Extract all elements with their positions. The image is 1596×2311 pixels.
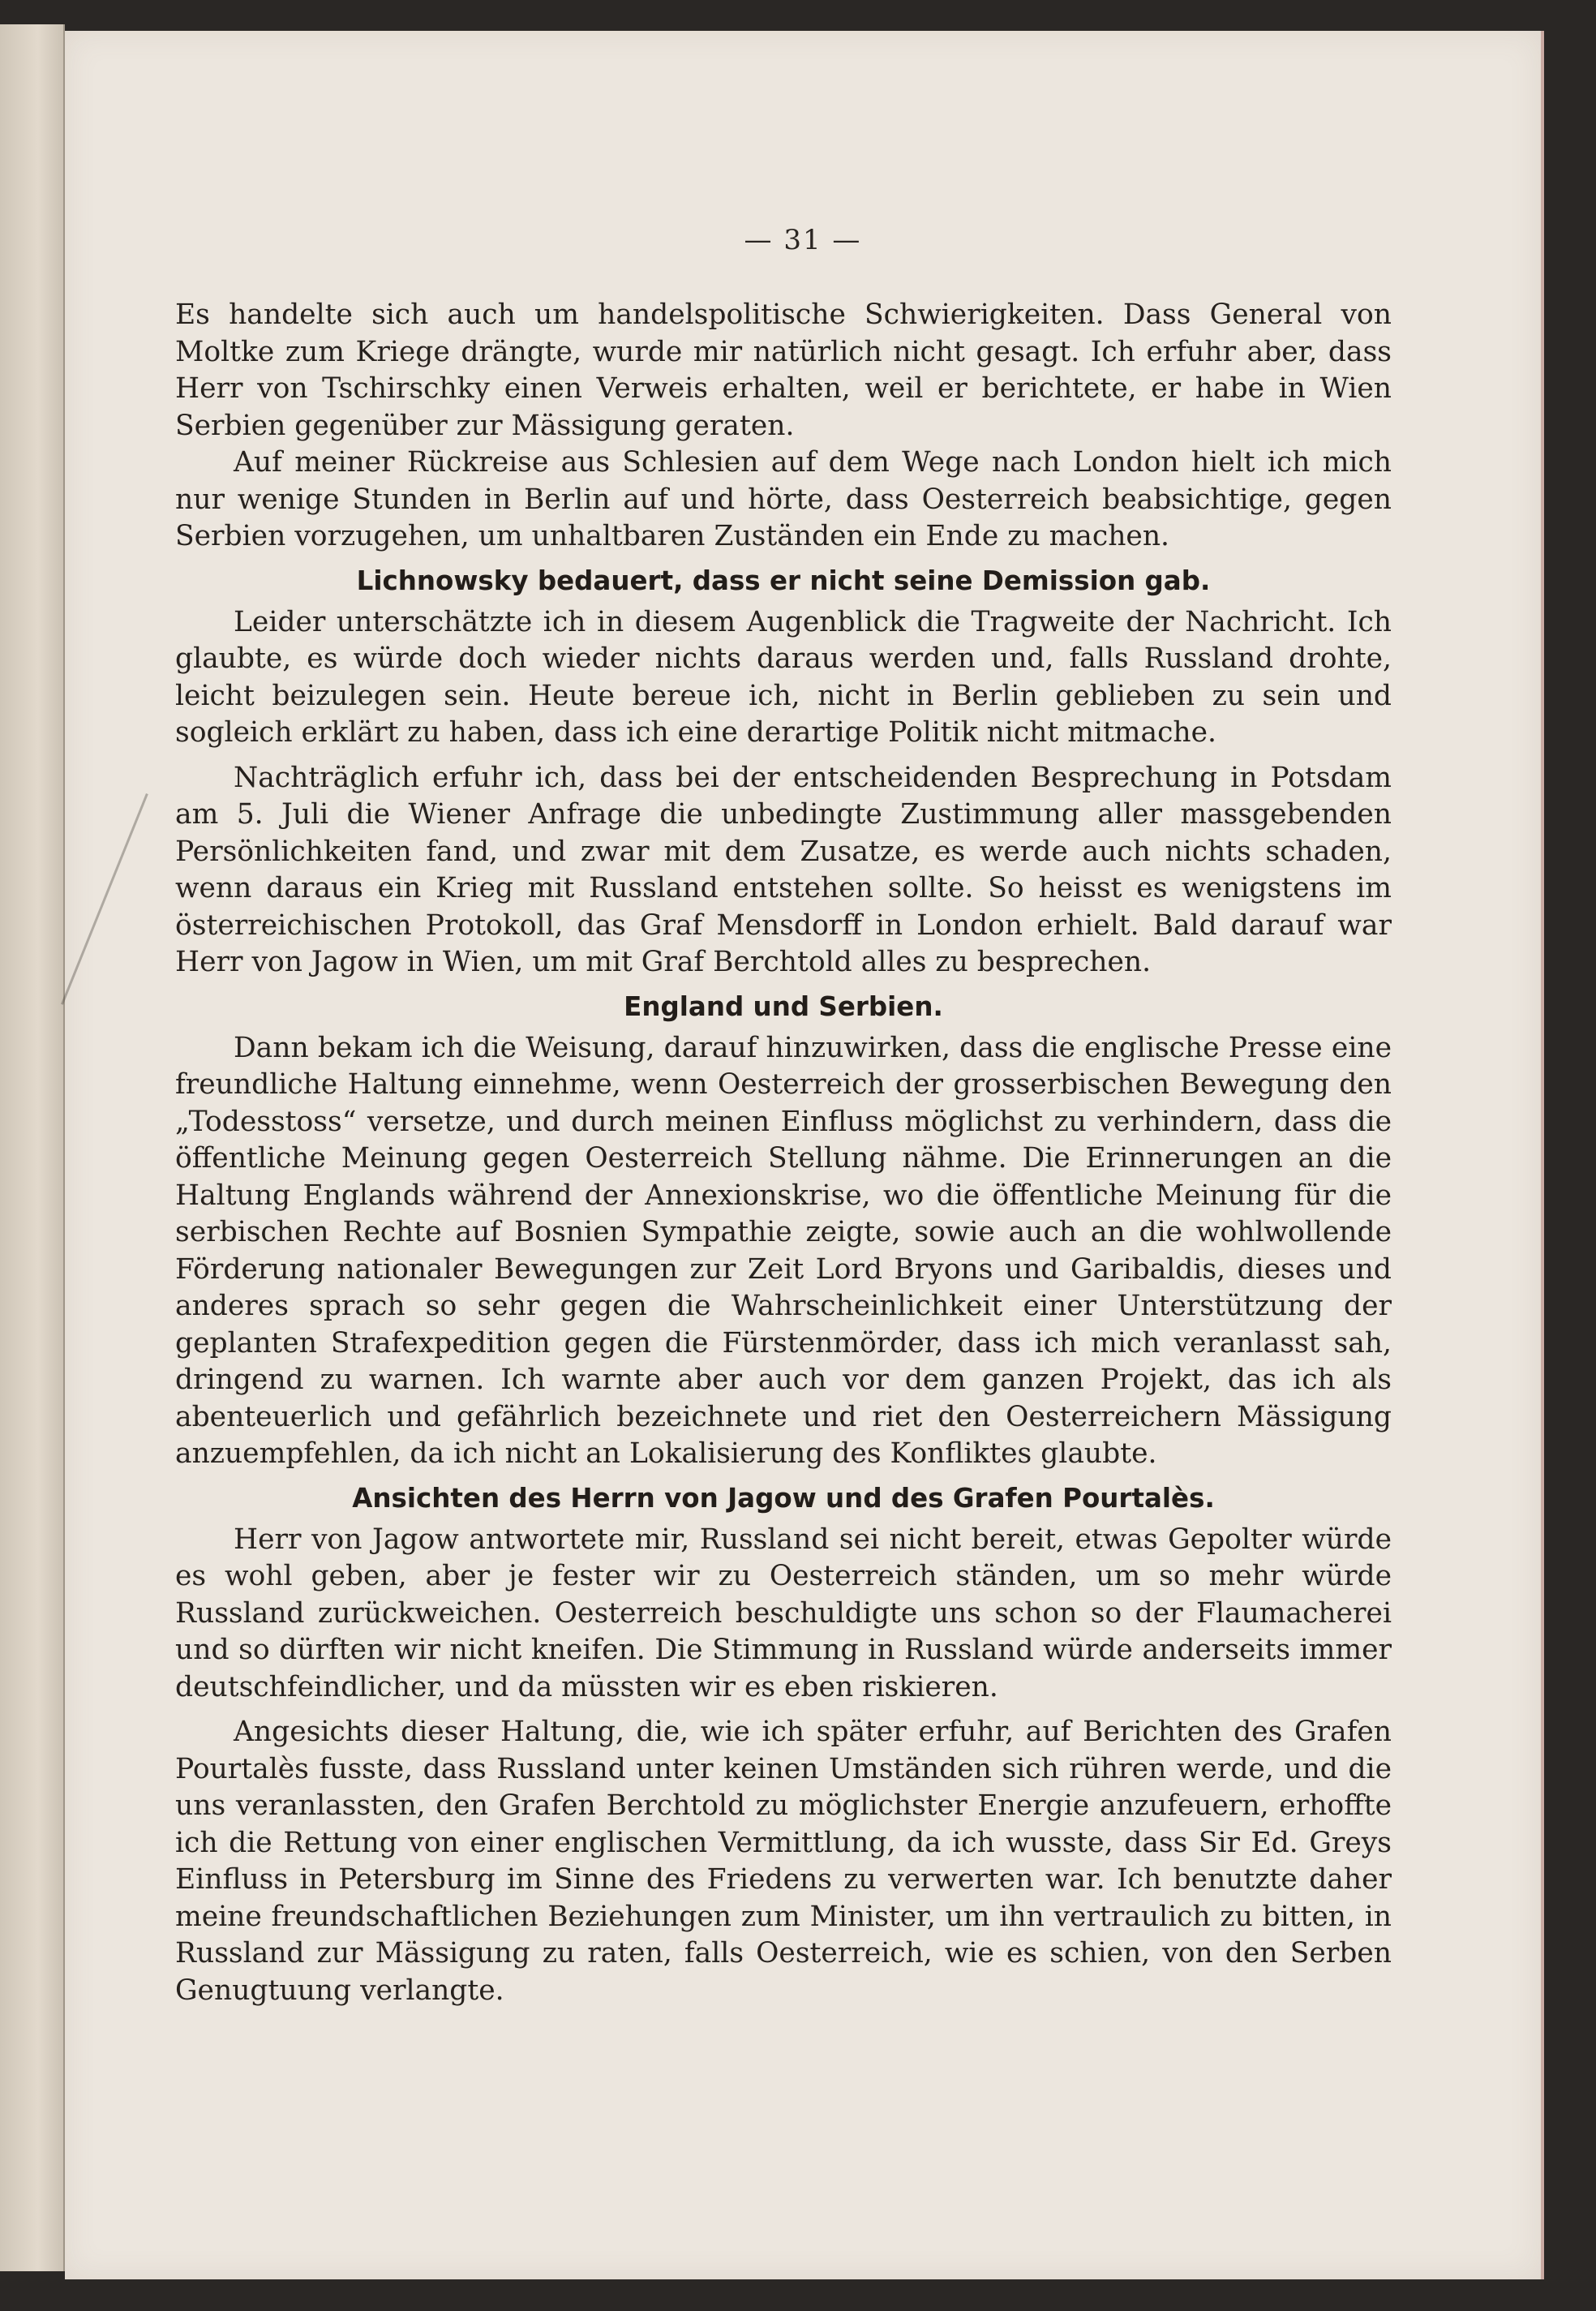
book-page xyxy=(65,31,1544,2279)
page-text xyxy=(175,297,1392,2009)
left-page-edge xyxy=(0,24,65,2271)
paragraph: Auf meiner Rückreise aus Schlesien auf dem Wege nach London hielt ich mich nur wenige Stunden in Berlin auf und hörte, dass Oesterreich beabsichtige, gegen Serbien vorzugehen, um unhaltbaren Zuständen ein Ende zu machen. xyxy=(175,446,1392,552)
paragraph: Angesichts dieser Haltung, die, wie ich später erfuhr, auf Berichten des Grafen Pourtalès fusste, dass Russland unter keinen Umständen sich rühren werde, und die uns veranlassten, den Grafen Berchtold zu möglichster Energie anzufeuern, erhoffte ich die Rettung von einer englischen Vermittlung, da ich wusste, dass Sir Ed. Greys Einfluss in Petersburg im Sinne des Friedens zu verwerten war. Ich benutzte daher meine freundschaftlichen Beziehungen zum Minister, um ihn vertraulich zu bitten, in Russland zur Mässigung zu raten, falls Oesterreich, wie es schien, von den Serben Genugtuung verlangte. xyxy=(175,1716,1392,2007)
paragraph: Es handelte sich auch um handelspolitische Schwierigkeiten. Dass General von Moltke zum Kriege drängte, wurde mir natürlich nicht gesagt. Ich erfuhr aber, dass Herr von Tschirschky einen Verweis erhalten, weil er berichtete, er habe in Wien Serbien gegenüber zur Mässigung geraten. xyxy=(175,299,1392,442)
section-heading: England und Serbien. xyxy=(624,990,943,1022)
section-heading: Ansichten des Herrn von Jagow und des Grafen Pourtalès. xyxy=(352,1482,1215,1514)
section-heading: Lichnowsky bedauert, dass er nicht seine Demission gab. xyxy=(356,565,1211,596)
pencil-margin-mark xyxy=(61,793,148,1005)
paragraph: Nachträglich erfuhr ich, dass bei der entscheidenden Besprechung in Potsdam am 5. Juli die Wiener Anfrage die unbedingte Zustimmung aller massgebenden Persönlichkeiten fand, und zwar mit dem Zusatze, es werde auch nichts schaden, wenn daraus ein Krieg mit Russland entstehen sollte. So heisst es wenigstens im österreichischen Protokoll, das Graf Mensdorff in London erhielt. Bald darauf war Herr von Jagow in Wien, um mit Graf Berchtold alles zu besprechen. xyxy=(175,761,1392,978)
page-number: — 31 — xyxy=(744,224,862,256)
paragraph: Leider unterschätzte ich in diesem Augenblick die Tragweite der Nachricht. Ich glaubte, es würde doch wieder nichts daraus werden und, falls Russland drohte, leicht beizulegen sein. Heute bereue ich, nicht in Berlin geblieben zu sein und sogleich erklärt zu haben, dass ich eine derartige Politik nicht mitmache. xyxy=(175,605,1392,749)
paragraph: Dann bekam ich die Weisung, darauf hinzuwirken, dass die englische Presse eine freundliche Haltung einnehme, wenn Oesterreich der grosserbischen Bewegung den „Todesstoss“ versetze, und durch meinen Einfluss möglichst zu verhindern, dass die öffentliche Meinung gegen Oesterreich Stellung nähme. Die Erinnerungen an die Haltung Englands während der Annexionskrise, wo die öffentliche Meinung für die serbischen Rechte auf Bosnien Sympathie zeigte, sowie auch an die wohlwollende Förderung nationaler Bewegungen zur Zeit Lord Bryons und Garibaldis, dieses und anderes sprach so sehr gegen die Wahrscheinlichkeit einer Unterstützung der geplanten Strafexpedition gegen die Fürstenmörder, dass ich mich veranlasst sah, dringend zu warnen. Ich warnte aber auch vor dem ganzen Projekt, das ich als abenteuerlich und gefährlich bezeichnete und riet den Oesterreichern Mässigung anzuempfehlen, da ich nicht an Lokalisierung des Konfliktes glaubte. xyxy=(175,1031,1392,1470)
paragraph: Herr von Jagow antwortete mir, Russland sei nicht bereit, etwas Gepolter würde es wohl geben, aber je fester wir zu Oesterreich ständen, um so mehr würde Russland zurückweichen. Oesterreich beschuldigte uns schon so der Flaumacherei und so dürften wir nicht kneifen. Die Stimmung in Russland würde anderseits immer deutschfeindlicher, und da müssten wir es eben riskieren. xyxy=(175,1523,1392,1703)
